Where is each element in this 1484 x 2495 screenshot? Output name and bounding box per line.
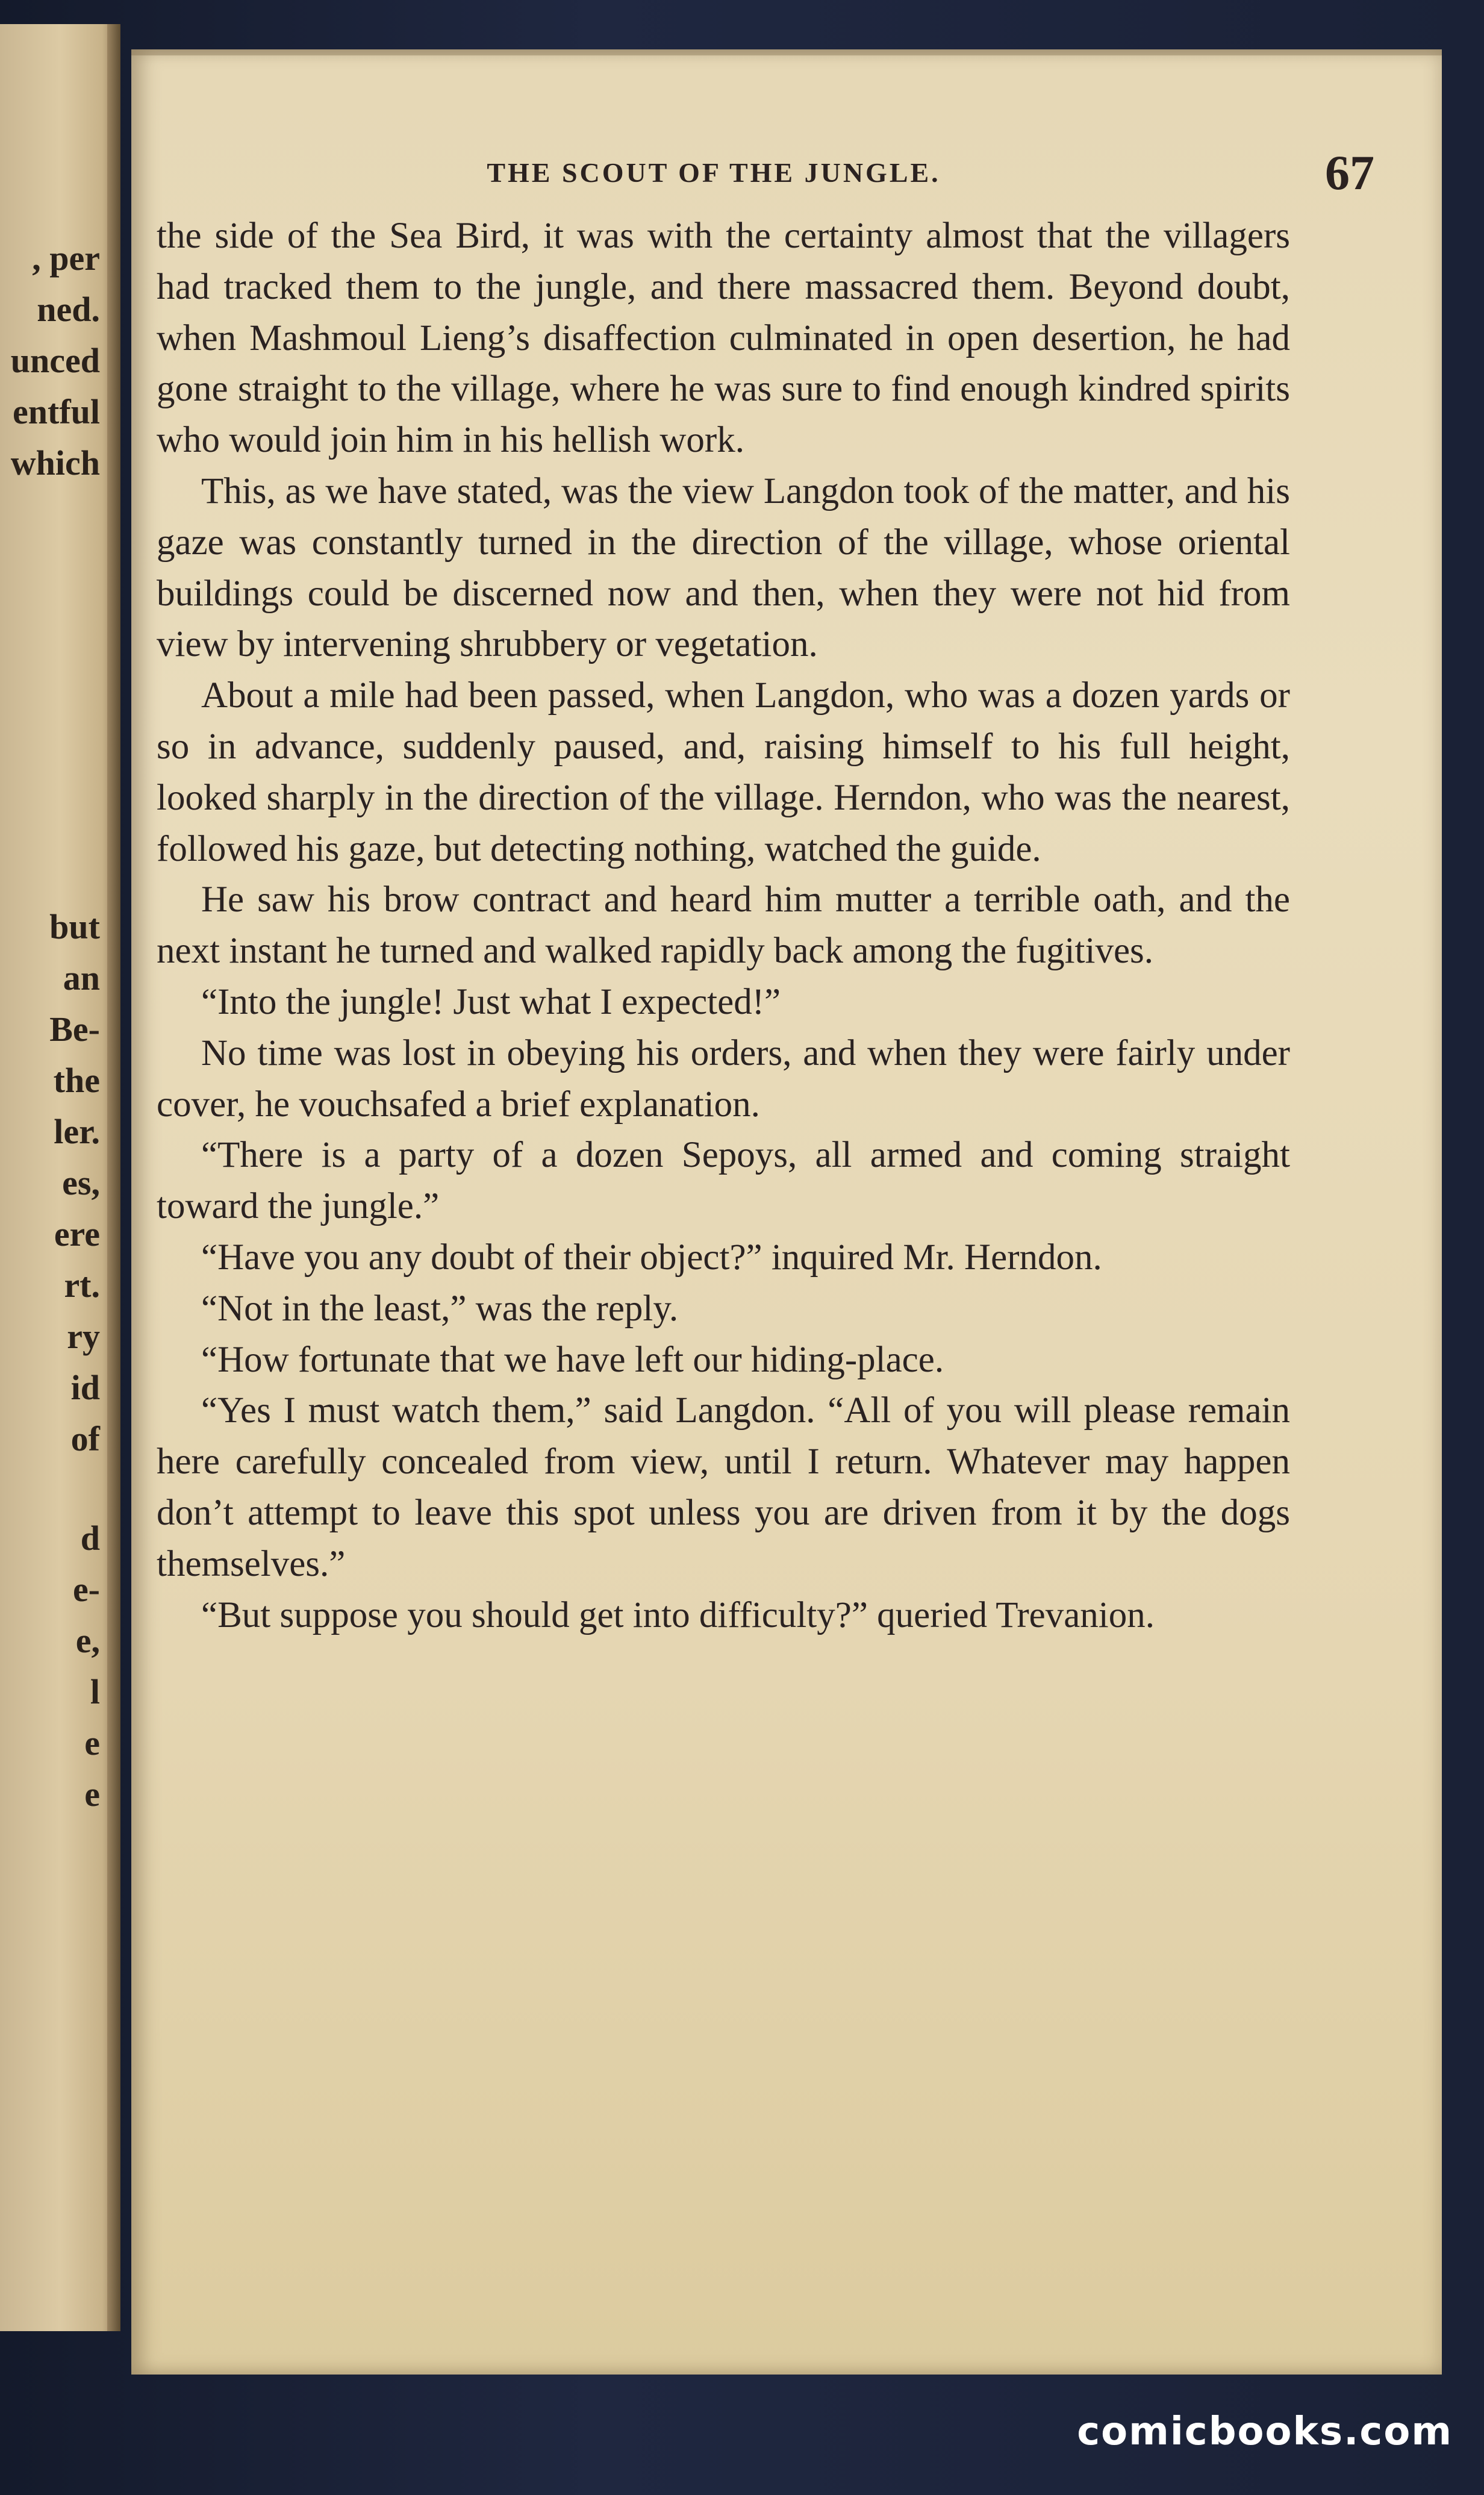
previous-page-fragment: of: [70, 1419, 100, 1458]
paragraph: He saw his brow contract and heard him mutter a terrible oath, and the next instant he turned and walked rapidly back among the fugitives.: [157, 879, 1290, 972]
previous-page-fragment: which: [10, 443, 100, 482]
paragraph: About a mile had been passed, when Langdon, who was a dozen yards or so in advance, suddenly paused, and, raising himself to his full height, looked sharply in the direction of the village. Herndon, who was the nearest, followed his gaze, but detecting nothing, watched the guide.: [157, 675, 1290, 869]
paragraph: “But suppose you should get into difficulty?” queried Trevanion.: [201, 1594, 1155, 1635]
previous-page-fragment: an: [63, 958, 100, 998]
previous-page-fragment: entful: [13, 392, 100, 431]
paragraph: “Yes I must watch them,” said Langdon. “All of you will please remain here carefully concealed from view, until I return. Whatever may happen don’t attempt to leave this spot unless you are driven from it by the dogs themselves.”: [157, 1390, 1290, 1584]
previous-page-fragment: , per: [32, 239, 100, 278]
page-gutter: [107, 24, 120, 2331]
page-number: 67: [1325, 145, 1374, 200]
previous-page-fragment: unced: [10, 341, 100, 380]
paragraph: “How fortunate that we have left our hiding-place.: [201, 1339, 944, 1380]
watermark: comicbooks.com: [1077, 2409, 1453, 2454]
paragraph: “Not in the least,” was the reply.: [201, 1288, 679, 1329]
paragraph: “Into the jungle! Just what I expected!”: [201, 981, 781, 1022]
previous-page-fragment: e-: [72, 1570, 100, 1609]
previous-page-fragment: Be-: [49, 1010, 100, 1049]
paragraph: the side of the Sea Bird, it was with the certainty almost that the villagers had tracked them to the jungle, and there massacred them. Beyond doubt, when Mashmoul Lieng’s disaffection culminated in open desertion, he had gone straight to the village, where he was sure to find enough kindred spirits who would join him in his hellish work.: [157, 216, 1290, 461]
previous-page-fragment: the: [53, 1061, 100, 1100]
previous-page-fragment: e: [84, 1723, 100, 1763]
page-top-edge: [131, 49, 1442, 55]
previous-page-fragment: ry: [67, 1317, 100, 1356]
previous-page-fragment: ere: [54, 1214, 100, 1254]
previous-page-fragment: d: [80, 1519, 100, 1558]
previous-page-edge: [0, 24, 120, 2331]
book-page: [131, 49, 1442, 2375]
previous-page-fragment: e,: [75, 1621, 100, 1660]
previous-page-fragment: ler.: [54, 1112, 100, 1151]
previous-page-fragment: l: [90, 1672, 100, 1711]
paragraph: “Have you any doubt of their object?” inquired Mr. Herndon.: [201, 1237, 1102, 1278]
previous-page-fragment: e: [84, 1775, 100, 1814]
running-head: THE SCOUT OF THE JUNGLE.: [487, 157, 941, 188]
paragraph: “There is a party of a dozen Sepoys, all armed and coming straight toward the jungle.”: [157, 1135, 1290, 1227]
previous-page-fragment: es,: [62, 1163, 100, 1202]
page-body-text: [157, 211, 1290, 1641]
previous-page-fragment: rt.: [64, 1266, 100, 1305]
previous-page-fragment: ned.: [37, 290, 100, 329]
previous-page-fragment: but: [49, 907, 100, 946]
previous-page-fragment: id: [70, 1368, 100, 1407]
paragraph: This, as we have stated, was the view Langdon took of the matter, and his gaze was constantly turned in the direction of the village, whose oriental buildings could be discerned now and then, when they were not hid from view by intervening shrubbery or vegetation.: [157, 470, 1290, 665]
paragraph: No time was lost in obeying his orders, and when they were fairly under cover, he vouchsafed a brief explanation.: [157, 1032, 1290, 1125]
